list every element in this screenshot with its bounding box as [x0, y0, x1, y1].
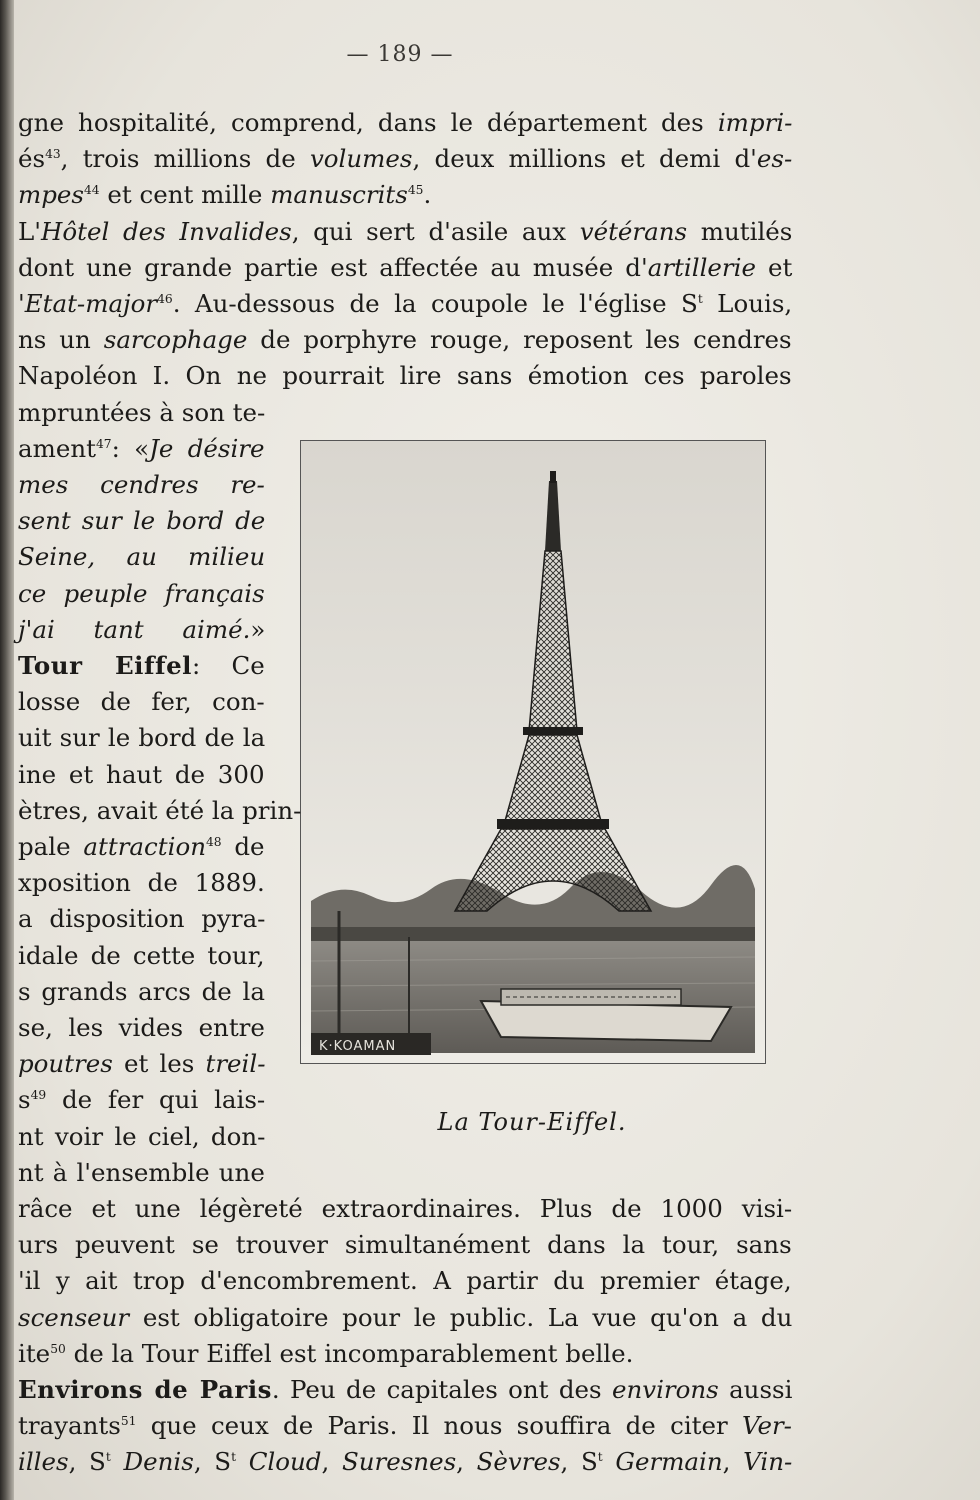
text-line — [18, 1263, 792, 1299]
text-run: , S — [68, 1447, 106, 1477]
text-run — [603, 1447, 616, 1476]
text-run: : « — [111, 433, 150, 463]
text-run: mes cendres re- — [18, 470, 265, 499]
text-run: idale de cette tour, — [18, 940, 265, 970]
side-text-line — [18, 1010, 265, 1046]
text-run: ite — [18, 1338, 51, 1368]
text-run: ' — [18, 289, 25, 318]
text-run: impri- — [717, 108, 793, 137]
text-run — [111, 1447, 124, 1476]
text-run: Louis, — [702, 289, 793, 318]
text-run: aussi — [718, 1375, 793, 1404]
text-run: pale — [18, 832, 84, 861]
text-run — [236, 1447, 249, 1476]
text-run: trayants — [18, 1411, 121, 1441]
side-text-line — [18, 1046, 265, 1082]
text-line — [18, 286, 792, 322]
text-line — [18, 1300, 792, 1336]
text-run: que ceux de Paris. Il nous souffira de citer — [136, 1411, 742, 1441]
text-run: sent sur le bord de — [18, 506, 266, 536]
text-run: 44 — [84, 183, 100, 198]
text-run: et cent mille — [99, 180, 271, 210]
text-run: nt voir le ciel, don- — [18, 1121, 266, 1151]
text-run: de fer qui lais- — [46, 1085, 266, 1115]
text-line — [18, 1444, 792, 1480]
text-run: volumes — [309, 144, 413, 174]
side-text-line — [18, 648, 265, 684]
text-run: 47 — [95, 436, 112, 451]
side-text-line — [18, 974, 265, 1010]
text-run: Sèvres — [476, 1447, 561, 1477]
text-run: , qui sert d'asile aux — [291, 216, 580, 246]
text-run: s — [18, 1085, 31, 1115]
text-line — [18, 141, 792, 177]
text-run: Environs de Paris — [18, 1375, 272, 1404]
text-run: , — [456, 1447, 477, 1477]
side-text-line — [18, 467, 265, 503]
text-run: , S — [560, 1447, 598, 1477]
side-text-line — [18, 865, 265, 901]
text-line — [18, 1227, 792, 1263]
text-run: gne hospitalité, comprend, dans le département des — [18, 108, 718, 137]
text-run: Germain — [615, 1447, 723, 1477]
text-line — [18, 214, 792, 250]
side-text-line — [18, 684, 265, 720]
text-run: Etat-major — [24, 289, 158, 318]
text-run: sarcophage — [103, 325, 248, 355]
text-run: t — [231, 1450, 236, 1465]
text-run: es- — [756, 144, 793, 174]
text-run: a disposition pyra- — [18, 904, 266, 934]
figure-caption: La Tour-Eiffel. — [437, 1108, 627, 1136]
text-line — [18, 105, 792, 141]
side-text-line — [18, 901, 265, 937]
side-text-line — [18, 829, 265, 865]
text-run: ine et haut de 300 — [18, 759, 265, 789]
text-run: , S — [193, 1447, 232, 1477]
text-run: Suresnes — [341, 1447, 457, 1477]
text-run: , deux millions et demi d' — [412, 144, 757, 174]
side-text-line — [18, 539, 265, 575]
text-run: artillerie — [647, 252, 756, 282]
text-run: , — [722, 1447, 744, 1477]
text-run: Seine, au milieu — [18, 542, 266, 572]
text-run: illes — [18, 1447, 69, 1477]
side-text-line — [18, 938, 265, 974]
text-run: ns un — [18, 325, 104, 355]
text-run: 51 — [120, 1414, 137, 1428]
text-run: et — [755, 252, 793, 282]
text-run: Napoléon I. On ne pourrait lire sans émotion ces paroles — [18, 361, 792, 391]
boat-label: K·KOAMAN — [319, 1039, 397, 1054]
text-run: t — [697, 291, 703, 306]
text-run: de — [221, 832, 265, 861]
text-run: mutilés — [687, 216, 793, 246]
text-run: Ver- — [742, 1411, 792, 1441]
text-run: 50 — [50, 1341, 66, 1356]
text-run: . Au-dessous de la coupole le l'église S — [172, 289, 698, 318]
text-run: treil- — [205, 1049, 266, 1079]
text-run: t — [105, 1450, 111, 1465]
text-run: losse de fer, con- — [18, 687, 265, 717]
text-run: L' — [18, 216, 42, 246]
text-run: 49 — [30, 1088, 47, 1103]
side-text-line — [18, 503, 265, 539]
text-run: dont une grande partie est affectée au musée d' — [18, 252, 648, 282]
text-line — [18, 250, 792, 286]
bridge — [311, 927, 755, 941]
text-run: 46 — [157, 291, 173, 306]
text-run: se, les vides entre — [18, 1013, 265, 1042]
text-run: urs peuvent se trouver simultanément dans la tour, sans — [18, 1230, 792, 1260]
text-run: vétérans — [579, 216, 688, 246]
eiffel-tower-illustration — [301, 441, 765, 1063]
side-text-line — [18, 793, 302, 829]
side-text-line — [18, 1155, 265, 1191]
text-run: de la Tour Eiffel est incomparablement belle. — [65, 1338, 634, 1368]
side-text-line — [18, 576, 265, 612]
text-run: t — [597, 1450, 603, 1465]
text-run: Denis — [123, 1447, 194, 1477]
text-run: ètres, avait été la prin- — [18, 795, 302, 825]
text-run: mpes — [18, 180, 84, 210]
text-run: est obligatoire pour le public. La vue qu'on a du — [129, 1302, 793, 1332]
text-run: ce peuple français — [18, 578, 265, 608]
text-line — [18, 358, 792, 394]
side-text-line — [18, 431, 265, 467]
text-run: 43 — [45, 147, 61, 161]
text-run: et les — [112, 1049, 206, 1079]
text-run: 48 — [205, 834, 222, 849]
text-run: 45 — [407, 183, 424, 198]
text-run: . — [423, 180, 432, 210]
page-number: — 189 — — [346, 42, 454, 67]
side-text-line — [18, 757, 265, 793]
text-run: s grands arcs de la — [18, 976, 265, 1006]
text-run: manuscrits — [270, 180, 408, 210]
side-text-line — [18, 1082, 265, 1118]
text-run: . Peu de capitales ont des — [271, 1375, 612, 1404]
text-run: : Ce — [191, 651, 265, 680]
text-line — [18, 1408, 792, 1444]
side-text-line — [18, 1119, 265, 1155]
text-line — [18, 177, 792, 213]
text-run: râce et une légèreté extraordinaires. Plus de 1000 visi- — [18, 1194, 793, 1223]
text-line — [18, 1336, 792, 1372]
text-run: , trois millions de — [60, 144, 310, 174]
text-run: j'ai tant aimé. — [18, 614, 251, 644]
text-run: environs — [611, 1375, 719, 1404]
side-text-line — [18, 720, 265, 756]
book-binding-shadow — [0, 0, 14, 1500]
text-run: de porphyre rouge, reposent les cendres — [247, 325, 792, 355]
text-run: Vin- — [743, 1447, 793, 1477]
text-run: » — [250, 614, 266, 644]
eiffel-tower-photo — [300, 440, 766, 1064]
text-run: ament — [18, 433, 96, 463]
text-run: poutres — [18, 1049, 113, 1079]
text-run: attraction — [83, 832, 206, 861]
side-text-line — [18, 395, 265, 431]
text-run: és — [18, 144, 46, 174]
text-run: Cloud — [248, 1447, 322, 1477]
text-run: scenseur — [18, 1302, 130, 1332]
text-line — [18, 1191, 792, 1227]
text-run: Je désire — [149, 433, 265, 463]
text-run: uit sur le bord de la — [18, 723, 266, 753]
text-run: Tour Eiffel — [18, 651, 192, 680]
text-run: 'il y ait trop d'encombrement. A partir du premier étage, — [18, 1266, 792, 1296]
text-line — [18, 1372, 792, 1408]
text-line — [18, 322, 792, 358]
text-run: mpruntées à son te- — [18, 397, 266, 427]
text-run: nt à l'ensemble une — [18, 1157, 265, 1187]
side-text-line — [18, 612, 265, 648]
text-run: xposition de 1889. — [18, 868, 265, 898]
text-run: Hôtel des Invalides — [41, 216, 292, 246]
text-run: , — [321, 1447, 342, 1477]
